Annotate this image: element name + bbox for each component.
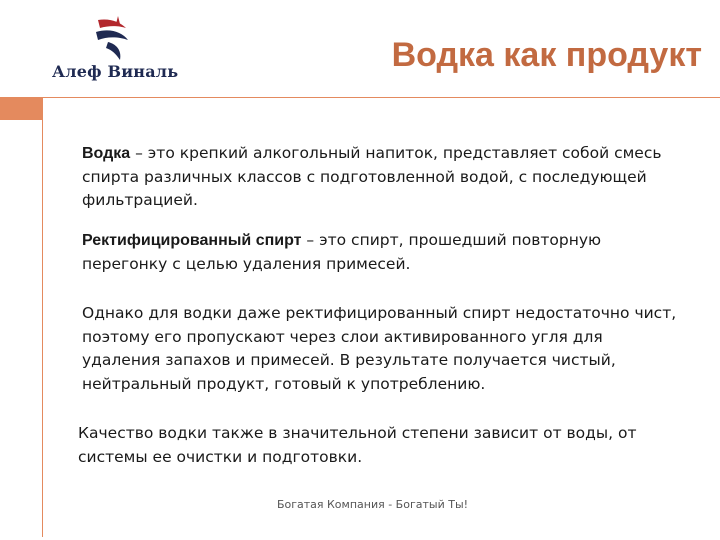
term-vodka: Водка	[82, 145, 131, 162]
footer-slogan: Богатая Компания - Богатый Ты!	[276, 498, 469, 511]
aleph-logo-icon	[90, 14, 134, 64]
accent-block	[0, 97, 42, 120]
slide-title: Водка как продукт	[391, 36, 702, 74]
paragraph-rectified-spirit	[82, 229, 682, 276]
logo-wordmark: Алеф Виналь	[52, 62, 179, 81]
left-divider	[42, 97, 43, 537]
term-rectified-spirit: Ректифицированный спирт	[82, 232, 302, 249]
paragraph-charcoal-filtering: Однако для водки даже ректифицированный спирт недостаточно чист, поэтому его пропускают через слои активированного угля для удаления запахов и примесей. В результате получается чистый, нейтральный продукт, готовый к употреблению.	[82, 304, 677, 393]
paragraph-vodka-definition	[82, 142, 702, 213]
paragraph-water-quality: Качество водки также в значительной степени зависит от воды, от системы ее очистки и подготовки.	[78, 424, 637, 466]
definition-rectified-spirit: – это спирт, прошедший повторную перегонку с целью удаления примесей.	[82, 231, 602, 273]
header-divider	[42, 97, 720, 98]
definition-vodka: – это крепкий алкогольный напиток, представляет собой смесь спирта различных классов с подготовленной водой, с последующей фильтрацией.	[82, 144, 662, 209]
company-logo	[48, 14, 188, 84]
